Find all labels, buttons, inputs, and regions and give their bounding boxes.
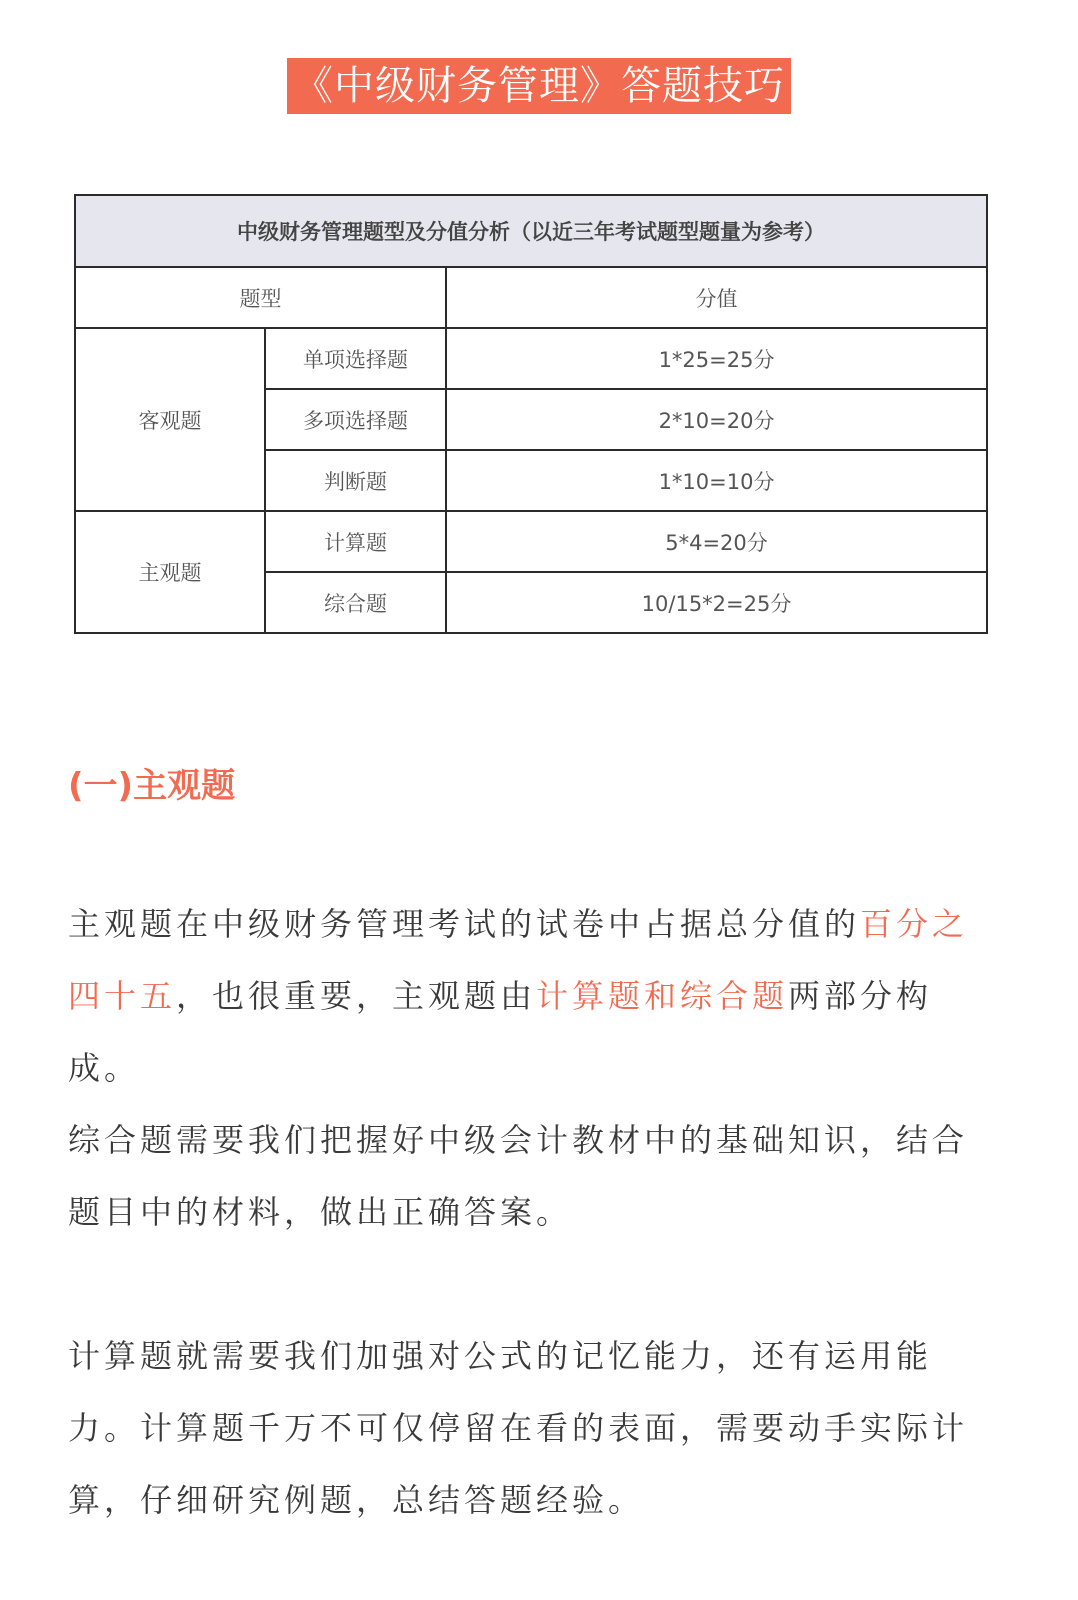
row-type: 综合题: [265, 572, 446, 633]
row-score: 10/15*2=25分: [446, 572, 987, 633]
row-type: 单项选择题: [265, 328, 446, 389]
paragraph-calculation: 计算题就需要我们加强对公式的记忆能力，还有运用能力。计算题千万不可仅停留在看的表面，需要动手实际计算，仔细研究例题，总结答题经验。: [68, 1337, 969, 1519]
paragraph-text: 两部分构成。: [68, 977, 933, 1087]
paragraph-subjective-intro: [68, 888, 992, 1104]
row-score: 1*25=25分: [446, 328, 987, 389]
score-table: [74, 194, 988, 634]
header-type: 题型: [75, 267, 446, 328]
table-row: [75, 511, 987, 572]
row-type: 多项选择题: [265, 389, 446, 450]
row-type: 判断题: [265, 450, 446, 511]
table-header-row: [75, 267, 987, 328]
highlight-question-types: 计算题和综合题: [536, 977, 789, 1015]
group-objective: 客观题: [75, 328, 265, 511]
paragraph-text: ，也很重要，主观题由: [176, 977, 537, 1015]
highlight-percentage: 百分之四十五: [68, 905, 969, 1015]
paragraph-comprehensive: 综合题需要我们把握好中级会计教材中的基础知识，结合题目中的材料，做出正确答案。: [68, 1121, 969, 1231]
page-title: 《中级财务管理》答题技巧: [287, 58, 791, 114]
row-score: 1*10=10分: [446, 450, 987, 511]
paragraph-text: 主观题在中级财务管理考试的试卷中占据总分值的: [68, 905, 861, 943]
row-score: 2*10=20分: [446, 389, 987, 450]
table-caption-row: [75, 195, 987, 267]
group-subjective: 主观题: [75, 511, 265, 633]
row-type: 计算题: [265, 511, 446, 572]
header-score: 分值: [446, 267, 987, 328]
row-score: 5*4=20分: [446, 511, 987, 572]
table-row: [75, 328, 987, 389]
section-heading: (一)主观题: [68, 766, 236, 806]
table-caption: 中级财务管理题型及分值分析（以近三年考试题型题量为参考）: [75, 195, 987, 267]
title-container: [0, 58, 1078, 114]
